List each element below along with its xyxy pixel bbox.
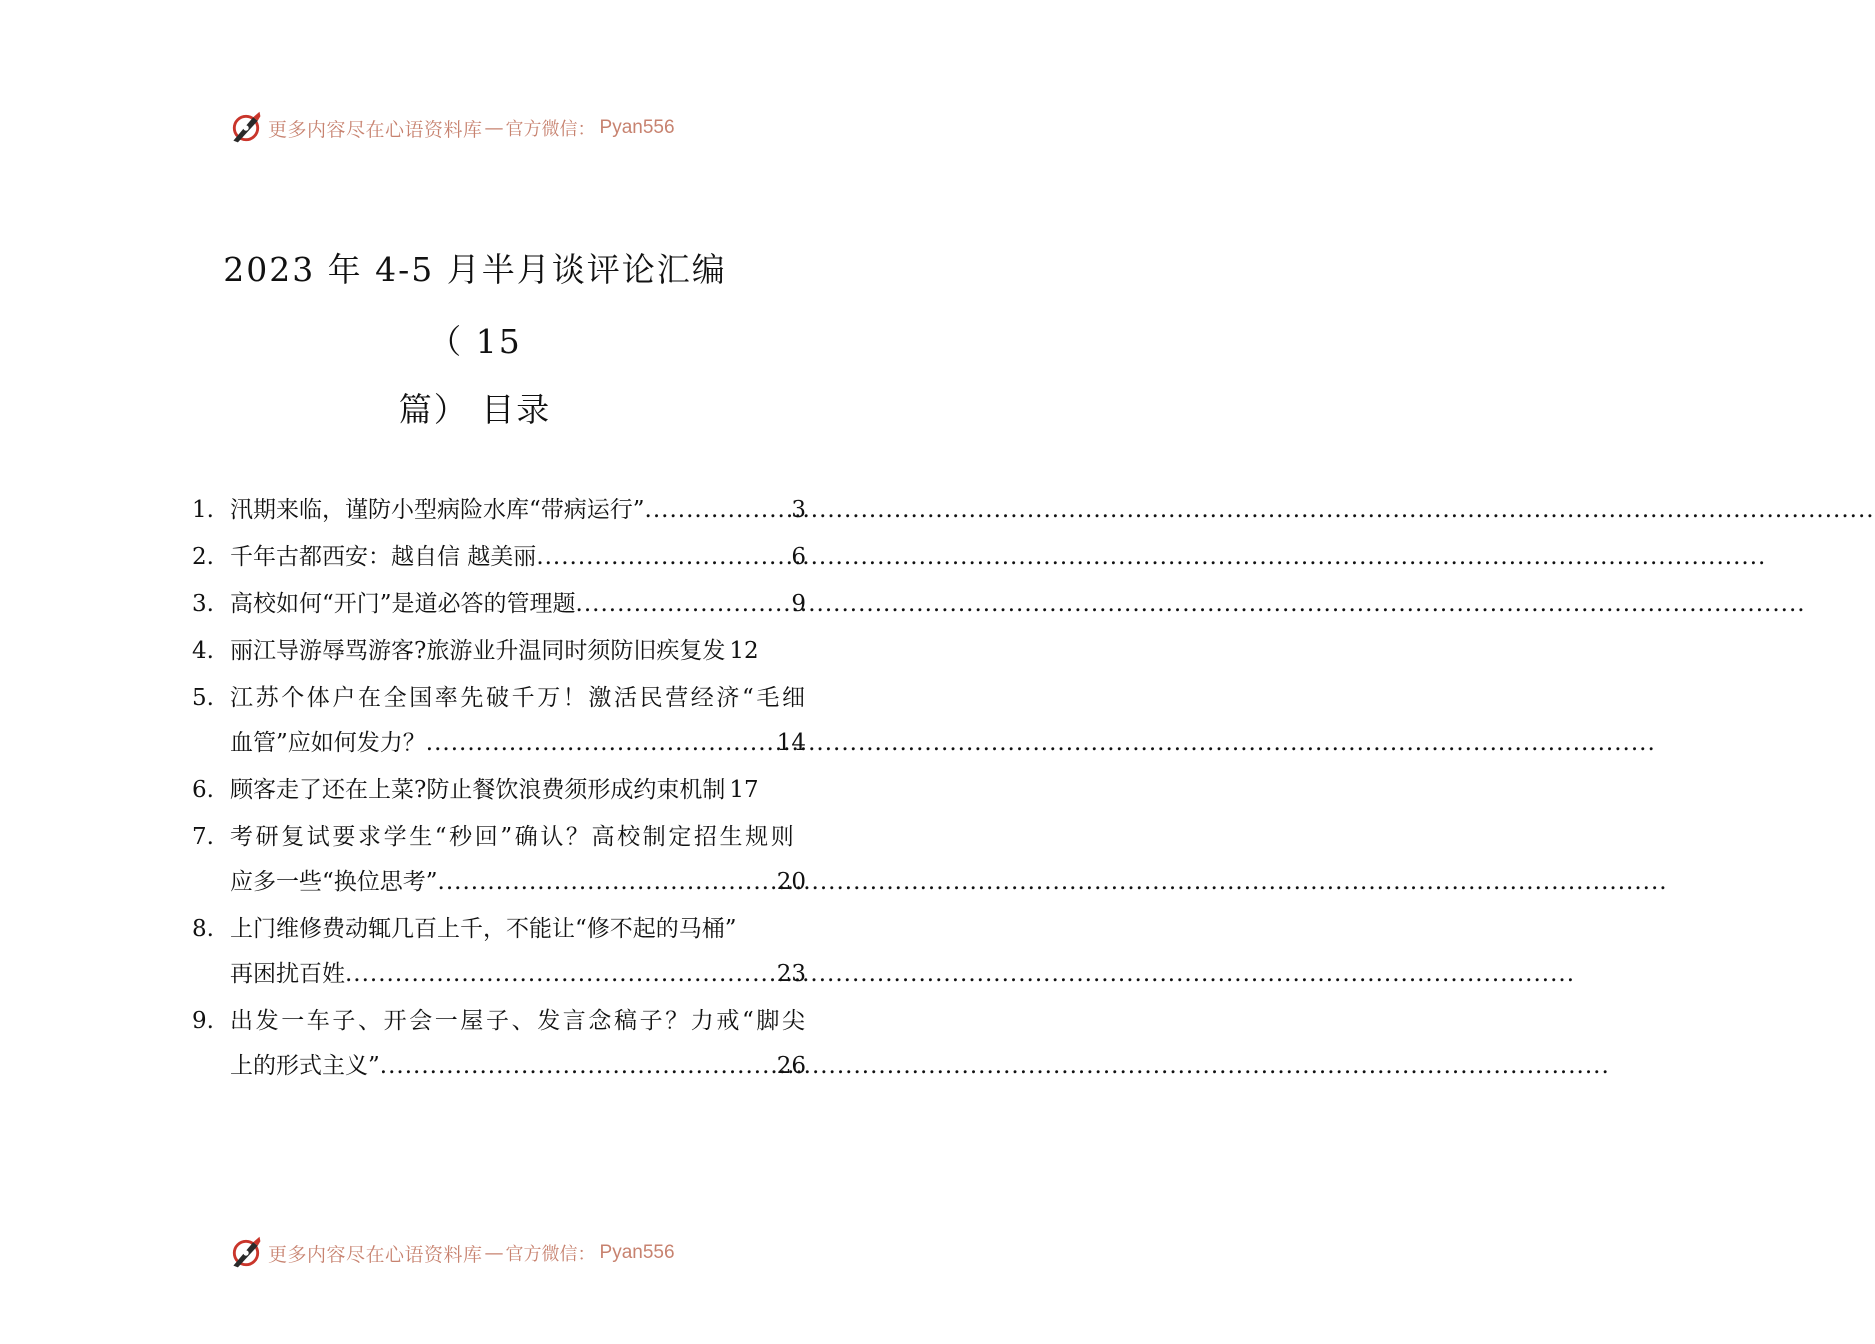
quill-pen-logo-icon: [228, 110, 264, 146]
toc-title: 千年古都西安：越自信 越美丽: [230, 544, 537, 570]
toc-leader: [345, 952, 777, 997]
toc-title-continued: 上的形式主义”: [230, 1053, 380, 1079]
toc-title-continued: 血管”应如何发力？: [230, 730, 426, 756]
toc-page: 12: [729, 638, 759, 664]
banner-text: 更多内容尽在心语资料库: [268, 1243, 483, 1266]
toc-item[interactable]: [192, 582, 806, 627]
toc-number: 8.: [192, 916, 214, 942]
toc-title-continued: 应多一些“换位思考”: [230, 869, 438, 895]
toc-leader: [380, 1044, 777, 1089]
toc-title: 高校如何“开门”是道必答的管理题: [230, 591, 576, 617]
banner-text: 更多内容尽在心语资料库: [268, 118, 483, 141]
footer-banner: [228, 1233, 748, 1273]
toc-page: 26: [776, 1053, 806, 1079]
toc-item[interactable]: [192, 768, 806, 813]
toc-number: 1.: [192, 497, 214, 523]
document-title-line-3: 篇） 目录: [398, 390, 552, 429]
toc-title: 江苏个体户在全国率先破千万！激活民营经济“毛细: [230, 685, 808, 711]
toc-page: 6: [791, 544, 806, 570]
banner-separator: —: [484, 1242, 504, 1264]
toc-page: 9: [791, 591, 806, 617]
toc-number: 9.: [192, 1008, 214, 1034]
banner-separator: —: [484, 117, 504, 139]
quill-pen-logo-icon: [228, 1235, 264, 1271]
toc-number: 4.: [192, 638, 214, 664]
toc-page: 14: [776, 730, 806, 756]
toc-leader: [645, 488, 792, 533]
banner-wechat-id: Pyan556: [599, 117, 675, 138]
document-title-line-2: （ 15: [428, 322, 522, 361]
toc-item[interactable]: [192, 629, 806, 674]
toc-title: 上门维修费动辄几百上千，不能让“修不起的马桶”: [230, 916, 737, 942]
toc-item[interactable]: [192, 535, 806, 580]
toc-number: 3.: [192, 591, 214, 617]
toc-title: 顾客走了还在上菜?防止餐饮浪费须形成约束机制: [230, 777, 726, 803]
toc-number: 6.: [192, 777, 214, 803]
toc-leader: [576, 582, 792, 627]
toc-page: 17: [729, 777, 759, 803]
toc-number: 2.: [192, 544, 214, 570]
banner-meta: 官方微信：: [505, 119, 596, 140]
banner-meta: 官方微信：: [505, 1244, 596, 1265]
toc-title: 出发一车子、开会一屋子、发言念稿子？力戒“脚尖: [230, 1008, 808, 1034]
toc-page: 23: [776, 961, 806, 987]
toc-title: 汛期来临，谨防小型病险水库“带病运行”: [230, 497, 645, 523]
header-banner: [228, 108, 748, 148]
toc-leader: [536, 535, 791, 580]
toc-leader: [426, 721, 777, 766]
toc-item[interactable]: [192, 999, 806, 1089]
toc-number: 7.: [192, 824, 214, 850]
toc-item[interactable]: [192, 907, 806, 997]
toc-page: 3: [791, 497, 806, 523]
toc-number: 5.: [192, 685, 214, 711]
banner-wechat-id: Pyan556: [599, 1242, 675, 1263]
toc-title: 考研复试要求学生“秒回”确认？高校制定招生规则: [230, 824, 797, 850]
toc-page: 20: [776, 869, 806, 895]
toc-title: 丽江导游辱骂游客?旅游业升温同时须防旧疾复发: [230, 638, 726, 664]
toc-leader: [438, 860, 777, 905]
table-of-contents: [192, 488, 806, 1091]
toc-item[interactable]: [192, 676, 806, 766]
toc-title-continued: 再困扰百姓: [230, 961, 345, 987]
toc-item[interactable]: [192, 815, 806, 905]
document-title-line-1: 2023 年 4-5 月半月谈评论汇编: [223, 250, 727, 289]
toc-item[interactable]: [192, 488, 806, 533]
